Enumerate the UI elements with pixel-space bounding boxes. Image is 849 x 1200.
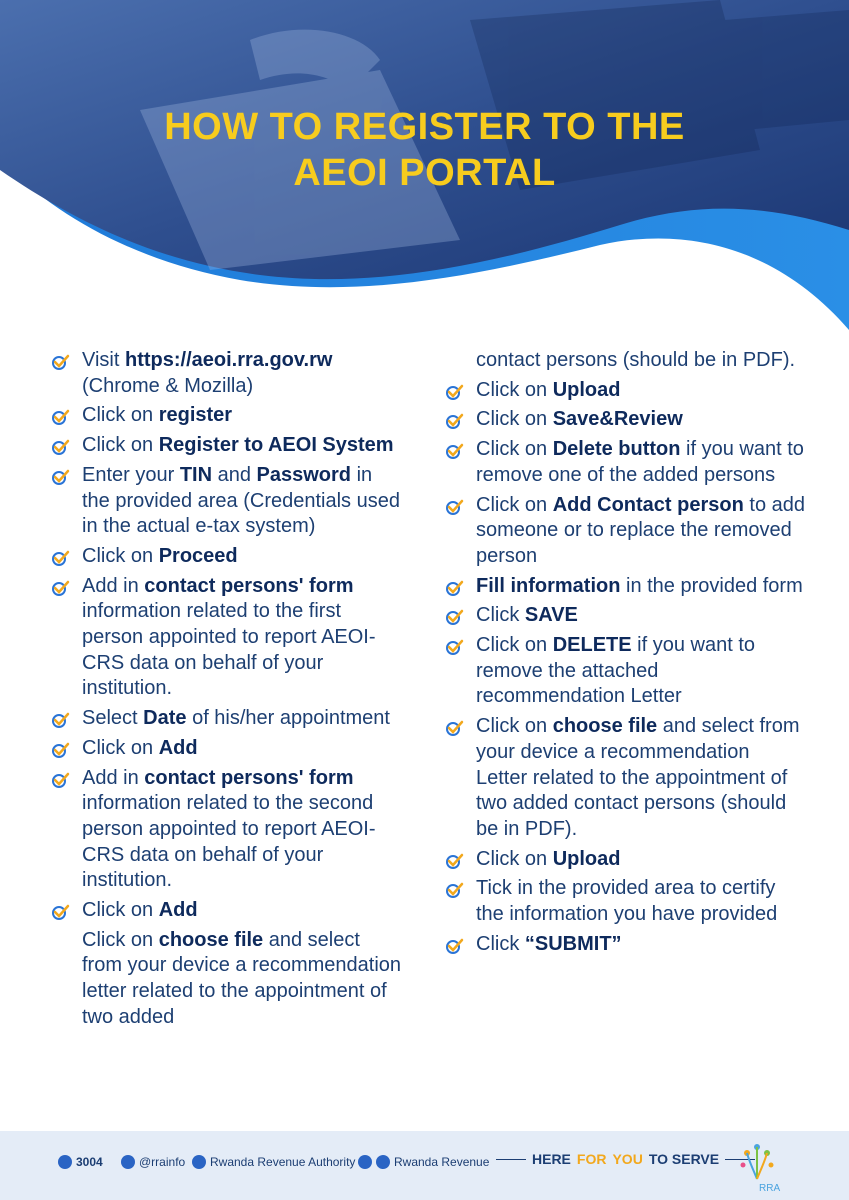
step-emphasis: Add <box>158 899 198 922</box>
tagline-divider-left <box>496 1159 526 1160</box>
step-item <box>52 574 402 703</box>
step-item <box>52 463 402 540</box>
step-text: (Chrome & Mozilla) <box>82 374 254 397</box>
step-emphasis: Save&Review <box>552 408 683 431</box>
step-item <box>446 714 806 843</box>
step-text: Click on <box>476 634 553 657</box>
step-text: if you want to remove one of the added persons <box>476 438 804 486</box>
step-item <box>52 706 402 732</box>
checkmark-icon <box>446 882 464 898</box>
step-item <box>52 736 402 762</box>
checkmark-icon <box>52 550 70 566</box>
step-text: Click on <box>82 404 159 427</box>
step-text: if you want to remove the attached recommendation Letter <box>476 634 756 708</box>
x-handle: @rrainfo <box>139 1155 186 1169</box>
rra-logo <box>737 1139 781 1194</box>
step-item <box>446 932 806 958</box>
step-item <box>52 898 402 924</box>
title-line-2: AEOI PORTAL <box>293 152 556 194</box>
step-text: Click <box>476 932 525 955</box>
step-item <box>446 437 806 488</box>
footer <box>0 1131 849 1200</box>
step-emphasis: Upload <box>552 378 621 401</box>
step-text: Add in <box>82 574 145 597</box>
step-item <box>446 603 806 629</box>
step-text: and select from your device a recommendation letter related to the appointment of two added <box>82 928 402 1028</box>
checkmark-icon <box>446 720 464 736</box>
tagline-here: HERE <box>532 1151 571 1167</box>
checkmark-icon <box>52 469 70 485</box>
checkmark-icon <box>446 580 464 596</box>
step-emphasis: choose file <box>158 928 264 951</box>
step-emphasis: choose file <box>552 715 658 738</box>
youtube-icon <box>358 1155 372 1169</box>
phone-icon <box>58 1155 72 1169</box>
step-text: to add someone or to replace the removed person <box>476 493 805 567</box>
step-item <box>446 633 806 710</box>
step-emphasis: Register to AEOI System <box>158 434 394 457</box>
steps-right-column <box>446 348 806 961</box>
header-banner <box>0 0 849 330</box>
step-text: information related to the second person appointed to report AEOI-CRS data on behalf of your institution. <box>82 792 376 892</box>
checkmark-icon <box>52 712 70 728</box>
steps-left-column <box>52 348 402 1035</box>
step-text: Click on <box>82 928 159 951</box>
step-item <box>446 574 806 600</box>
step-text: Tick in the provided area to certify the information you have provided <box>476 877 778 926</box>
checkmark-icon <box>52 742 70 758</box>
step-item <box>52 403 402 429</box>
step-text: Enter your <box>82 463 180 486</box>
facebook-icon <box>192 1155 206 1169</box>
title-line-1: HOW TO REGISTER TO THE <box>164 106 685 148</box>
facebook-handle: Rwanda Revenue Authority <box>210 1155 356 1169</box>
page-title <box>0 104 849 196</box>
step-emphasis: Fill information <box>476 574 621 597</box>
checkmark-icon <box>446 639 464 655</box>
step-text: Click <box>476 604 525 627</box>
step-item <box>446 876 806 927</box>
checkmark-icon <box>52 439 70 455</box>
step-text: Click on <box>476 378 553 401</box>
step-emphasis: Password <box>256 463 352 486</box>
checkmark-icon <box>446 499 464 515</box>
checkmark-icon <box>52 354 70 370</box>
step-text: Click on <box>82 736 159 759</box>
step-emphasis: DELETE <box>552 634 632 657</box>
checkmark-icon <box>446 853 464 869</box>
step-emphasis: TIN <box>179 463 213 486</box>
step-text: Add in <box>82 766 145 789</box>
checkmark-icon <box>52 580 70 596</box>
checkmark-icon <box>446 938 464 954</box>
step-emphasis: Add Contact person <box>552 493 744 516</box>
instagram-icon <box>376 1155 390 1169</box>
step-emphasis: SAVE <box>524 604 578 627</box>
footer-social[interactable] <box>358 1155 489 1169</box>
step-text: and select from your device a recommendation Letter related to the appointment of two added contact persons (should be in PDF). <box>476 715 800 840</box>
tagline <box>496 1151 755 1167</box>
step-text: Click on <box>82 434 159 457</box>
logo-text: RRA <box>759 1183 781 1194</box>
step-text: Click on <box>82 544 159 567</box>
step-text: information related to the first person appointed to report AEOI-CRS data on behalf of your institution. <box>82 600 376 700</box>
social-handle: Rwanda Revenue <box>394 1155 490 1169</box>
step-item <box>52 433 402 459</box>
step-emphasis: Add <box>158 736 198 759</box>
step-item <box>446 407 806 433</box>
step-text: Select <box>82 707 144 730</box>
step-emphasis: Date <box>143 707 187 730</box>
footer-facebook[interactable] <box>192 1155 355 1169</box>
step-text: Click on <box>476 847 553 870</box>
step-text: Visit <box>82 349 125 371</box>
step-text: Click on <box>476 438 553 461</box>
footer-phone[interactable] <box>58 1155 103 1169</box>
footer-x[interactable] <box>121 1155 185 1169</box>
step-item <box>52 928 402 1031</box>
checkmark-icon <box>52 772 70 788</box>
tagline-for: FOR <box>576 1151 607 1167</box>
checkmark-icon <box>446 413 464 429</box>
checkmark-icon <box>446 609 464 625</box>
step-item <box>446 348 806 374</box>
step-emphasis: contact persons' form <box>144 574 354 597</box>
step-item <box>52 766 402 895</box>
tagline-you: YOU <box>612 1151 643 1167</box>
checkmark-icon <box>446 384 464 400</box>
step-text: in the provided area (Credentials used in the actual e-tax system) <box>82 463 400 538</box>
step-item <box>446 493 806 570</box>
x-icon <box>121 1155 135 1169</box>
step-text: Click on <box>82 899 159 922</box>
step-text: contact persons (should be in PDF). <box>476 349 796 371</box>
tagline-to-serve: TO SERVE <box>648 1151 720 1167</box>
step-item <box>52 348 402 399</box>
step-emphasis: Upload <box>552 847 621 870</box>
step-text: Click on <box>476 493 553 516</box>
checkmark-icon <box>52 904 70 920</box>
step-item <box>446 847 806 873</box>
step-text: and <box>212 463 257 486</box>
step-emphasis: Delete button <box>552 438 681 461</box>
phone-number: 3004 <box>76 1155 103 1169</box>
step-emphasis: Proceed <box>158 544 238 567</box>
step-text: Click on <box>476 715 553 738</box>
step-text: Click on <box>476 408 553 431</box>
step-item <box>52 544 402 570</box>
step-emphasis: “SUBMIT” <box>524 932 622 955</box>
step-emphasis: contact persons' form <box>144 766 354 789</box>
step-text: of his/her appointment <box>186 707 390 730</box>
step-text: in the provided form <box>620 574 803 597</box>
step-emphasis: https://aeoi.rra.gov.rw <box>124 349 333 371</box>
checkmark-icon <box>446 443 464 459</box>
step-item <box>446 378 806 404</box>
checkmark-icon <box>52 409 70 425</box>
step-emphasis: register <box>158 404 233 427</box>
